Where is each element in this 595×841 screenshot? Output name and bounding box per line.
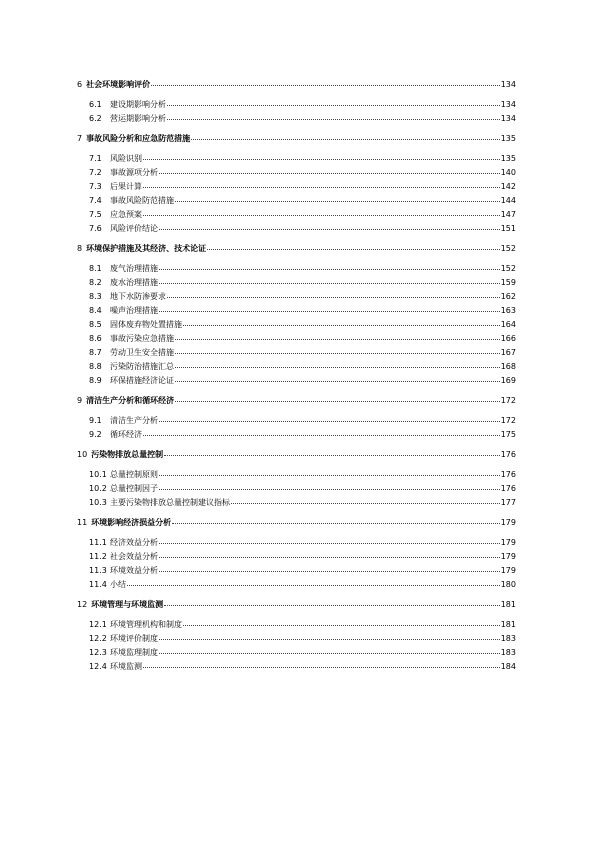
toc-entry-number: 8.6 (89, 334, 102, 343)
toc-entry-title: 废气治理措施 (110, 264, 158, 273)
toc-entry-page: 179 (500, 518, 516, 527)
toc-dot-leader (207, 249, 500, 250)
toc-dot-leader (175, 401, 500, 402)
toc-section-entry[interactable] (77, 376, 516, 386)
toc-entry-page: 164 (500, 320, 516, 329)
toc-entry-title: 经济效益分析 (110, 538, 158, 547)
toc-entry-page: 140 (500, 168, 516, 177)
toc-section-entry[interactable] (77, 196, 516, 206)
toc-entry-number: 10 (77, 450, 88, 459)
toc-dot-leader (159, 283, 500, 284)
toc-dot-leader (159, 489, 500, 490)
toc-dot-leader (143, 215, 500, 216)
toc-entry-number: 12 (77, 600, 88, 609)
toc-entry-page: 180 (500, 580, 516, 589)
toc-entry-number: 9.2 (89, 430, 102, 439)
toc-entry-title: 事故源项分析 (110, 168, 158, 177)
toc-chapter-entry[interactable] (77, 518, 516, 528)
toc-entry-number: 11.2 (89, 552, 107, 561)
toc-dot-leader (159, 557, 500, 558)
toc-entry-title: 后果计算 (110, 182, 142, 191)
toc-entry-number: 8.7 (89, 348, 102, 357)
toc-dot-leader (151, 85, 500, 86)
toc-section-entry[interactable] (77, 100, 516, 110)
toc-dot-leader (167, 297, 500, 298)
toc-entry-number: 9 (77, 396, 83, 405)
toc-section-entry[interactable] (77, 362, 516, 372)
toc-entry-page: 159 (500, 278, 516, 287)
toc-section-entry[interactable] (77, 552, 516, 562)
toc-section-entry[interactable] (77, 154, 516, 164)
toc-entry-page: 168 (500, 362, 516, 371)
toc-dot-leader (127, 585, 500, 586)
toc-section-entry[interactable] (77, 334, 516, 344)
toc-dot-leader (159, 173, 500, 174)
toc-dot-leader (175, 339, 500, 340)
toc-section-entry[interactable] (77, 470, 516, 480)
toc-entry-title: 环境保护措施及其经济、技术论证 (86, 244, 207, 253)
toc-dot-leader (164, 605, 500, 606)
toc-entry-title: 应急预案 (110, 210, 142, 219)
toc-dot-leader (164, 455, 500, 456)
toc-section-entry[interactable] (77, 306, 516, 316)
toc-dot-leader (159, 421, 500, 422)
toc-section-entry[interactable] (77, 114, 516, 124)
toc-section-entry[interactable] (77, 416, 516, 426)
toc-dot-leader (183, 325, 500, 326)
toc-entry-page: 179 (500, 552, 516, 561)
toc-entry-page: 179 (500, 566, 516, 575)
toc-entry-number: 12.3 (89, 648, 107, 657)
toc-dot-leader (143, 159, 500, 160)
toc-entry-title: 事故污染应急措施 (110, 334, 174, 343)
toc-section-entry[interactable] (77, 566, 516, 576)
toc-entry-page: 177 (500, 498, 516, 507)
toc-entry-title: 废水治理措施 (110, 278, 158, 287)
toc-entry-number: 7.3 (89, 182, 102, 191)
toc-entry-number: 6.2 (89, 114, 102, 123)
toc-entry-title: 污染防治措施汇总 (110, 362, 174, 371)
toc-entry-number: 8.4 (89, 306, 102, 315)
toc-dot-leader (159, 653, 500, 654)
toc-entry-page: 167 (500, 348, 516, 357)
toc-entry-number: 12.2 (89, 634, 107, 643)
toc-entry-title: 污染物排放总量控制 (91, 450, 164, 459)
toc-chapter-entry[interactable] (77, 80, 516, 90)
toc-chapter-entry[interactable] (77, 600, 516, 610)
toc-entry-title: 地下水防渗要求 (110, 292, 166, 301)
toc-entry-number: 11 (77, 518, 88, 527)
toc-entry-title: 事故风险分析和应急防范措施 (86, 134, 191, 143)
toc-entry-title: 环境影响经济损益分析 (91, 518, 172, 527)
toc-entry-page: 172 (500, 396, 516, 405)
toc-entry-title: 环境监理制度 (110, 648, 158, 657)
toc-entry-number: 11.1 (89, 538, 107, 547)
toc-entry-number: 8 (77, 244, 83, 253)
toc-dot-leader (143, 435, 500, 436)
toc-entry-number: 12.1 (89, 620, 107, 629)
toc-entry-page: 142 (500, 182, 516, 191)
toc-entry-page: 183 (500, 648, 516, 657)
toc-dot-leader (175, 353, 500, 354)
toc-entry-title: 建设期影响分析 (110, 100, 166, 109)
toc-entry-title: 小结 (110, 580, 126, 589)
toc-dot-leader (159, 571, 500, 572)
toc-section-entry[interactable] (77, 320, 516, 330)
toc-entry-page: 151 (500, 224, 516, 233)
toc-entry-title: 环境监测 (110, 662, 142, 671)
toc-entry-number: 7.1 (89, 154, 102, 163)
toc-chapter-entry[interactable] (77, 450, 516, 460)
toc-entry-page: 135 (500, 134, 516, 143)
toc-section-entry[interactable] (77, 168, 516, 178)
toc-entry-page: 175 (500, 430, 516, 439)
toc-entry-number: 8.8 (89, 362, 102, 371)
toc-entry-page: 172 (500, 416, 516, 425)
toc-entry-number: 8.9 (89, 376, 102, 385)
toc-dot-leader (159, 475, 500, 476)
toc-entry-page: 181 (500, 600, 516, 609)
toc-entry-number: 7 (77, 134, 83, 143)
toc-entry-title: 风险识别 (110, 154, 142, 163)
toc-section-entry[interactable] (77, 348, 516, 358)
toc-entry-title: 总量控制原则 (110, 470, 158, 479)
toc-entry-number: 10.1 (89, 470, 107, 479)
toc-entry-page: 184 (500, 662, 516, 671)
toc-entry-title: 清洁生产分析和循环经济 (86, 396, 175, 405)
toc-chapter-entry[interactable] (77, 396, 516, 406)
toc-section-entry[interactable] (77, 662, 516, 672)
toc-entry-page: 163 (500, 306, 516, 315)
toc-section-entry[interactable] (77, 620, 516, 630)
toc-entry-number: 7.5 (89, 210, 102, 219)
toc-entry-number: 8.2 (89, 278, 102, 287)
toc-section-entry[interactable] (77, 224, 516, 234)
toc-entry-title: 环境评价制度 (110, 634, 158, 643)
toc-section-entry[interactable] (77, 648, 516, 658)
toc-entry-title: 营运期影响分析 (110, 114, 166, 123)
toc-dot-leader (143, 187, 500, 188)
toc-entry-page: 134 (500, 80, 516, 89)
toc-dot-leader (175, 201, 500, 202)
toc-chapter-entry[interactable] (77, 244, 516, 254)
toc-section-entry[interactable] (77, 182, 516, 192)
toc-entry-number: 11.3 (89, 566, 107, 575)
toc-dot-leader (172, 523, 500, 524)
toc-dot-leader (159, 311, 500, 312)
toc-dot-leader (143, 667, 500, 668)
toc-dot-leader (159, 639, 500, 640)
toc-entry-page: 162 (500, 292, 516, 301)
toc-section-entry[interactable] (77, 278, 516, 288)
toc-dot-leader (175, 381, 500, 382)
toc-dot-leader (159, 229, 500, 230)
toc-entry-number: 10.2 (89, 484, 107, 493)
toc-dot-leader (231, 503, 500, 504)
toc-entry-number: 8.5 (89, 320, 102, 329)
toc-dot-leader (183, 625, 500, 626)
toc-entry-page: 176 (500, 450, 516, 459)
toc-entry-number: 11.4 (89, 580, 107, 589)
toc-entry-title: 社会环境影响评价 (86, 80, 151, 89)
toc-dot-leader (175, 367, 500, 368)
toc-entry-title: 环境效益分析 (110, 566, 158, 575)
toc-chapter-entry[interactable] (77, 134, 516, 144)
toc-section-entry[interactable] (77, 498, 516, 508)
toc-entry-title: 劳动卫生安全措施 (110, 348, 174, 357)
toc-entry-title: 环境管理机构和制度 (110, 620, 182, 629)
toc-entry-page: 183 (500, 634, 516, 643)
toc-entry-page: 179 (500, 538, 516, 547)
toc-entry-title: 主要污染物排放总量控制建议指标 (110, 498, 230, 507)
toc-entry-page: 176 (500, 470, 516, 479)
toc-entry-number: 10.3 (89, 498, 107, 507)
toc-section-entry[interactable] (77, 210, 516, 220)
toc-entry-number: 7.4 (89, 196, 102, 205)
toc-entry-number: 9.1 (89, 416, 102, 425)
toc-dot-leader (159, 269, 500, 270)
toc-entry-page: 181 (500, 620, 516, 629)
toc-dot-leader (167, 119, 500, 120)
toc-entry-title: 固体废弃物处置措施 (110, 320, 182, 329)
toc-dot-leader (159, 543, 500, 544)
table-of-contents (77, 80, 516, 672)
toc-entry-title: 风险评价结论 (110, 224, 158, 233)
toc-entry-page: 135 (500, 154, 516, 163)
toc-entry-page: 134 (500, 100, 516, 109)
toc-section-entry[interactable] (77, 634, 516, 644)
toc-entry-title: 事故风险防范措施 (110, 196, 174, 205)
toc-section-entry[interactable] (77, 264, 516, 274)
toc-entry-page: 152 (500, 264, 516, 273)
toc-entry-page: 144 (500, 196, 516, 205)
toc-entry-title: 社会效益分析 (110, 552, 158, 561)
toc-entry-number: 6.1 (89, 100, 102, 109)
toc-entry-page: 176 (500, 484, 516, 493)
toc-entry-number: 8.1 (89, 264, 102, 273)
toc-entry-title: 噪声治理措施 (110, 306, 158, 315)
toc-section-entry[interactable] (77, 430, 516, 440)
toc-dot-leader (191, 139, 500, 140)
toc-section-entry[interactable] (77, 580, 516, 590)
toc-entry-title: 总量控制因子 (110, 484, 158, 493)
toc-section-entry[interactable] (77, 292, 516, 302)
toc-entry-title: 清洁生产分析 (110, 416, 158, 425)
toc-entry-page: 169 (500, 376, 516, 385)
toc-section-entry[interactable] (77, 538, 516, 548)
toc-entry-title: 环境管理与环境监测 (91, 600, 164, 609)
toc-entry-number: 12.4 (89, 662, 107, 671)
toc-entry-title: 环保措施经济论证 (110, 376, 174, 385)
toc-entry-number: 6 (77, 80, 83, 89)
toc-entry-page: 134 (500, 114, 516, 123)
toc-entry-number: 7.6 (89, 224, 102, 233)
toc-dot-leader (167, 105, 500, 106)
toc-entry-page: 152 (500, 244, 516, 253)
toc-entry-number: 7.2 (89, 168, 102, 177)
toc-entry-page: 147 (500, 210, 516, 219)
toc-entry-page: 166 (500, 334, 516, 343)
toc-entry-title: 循环经济 (110, 430, 142, 439)
toc-entry-number: 8.3 (89, 292, 102, 301)
toc-section-entry[interactable] (77, 484, 516, 494)
